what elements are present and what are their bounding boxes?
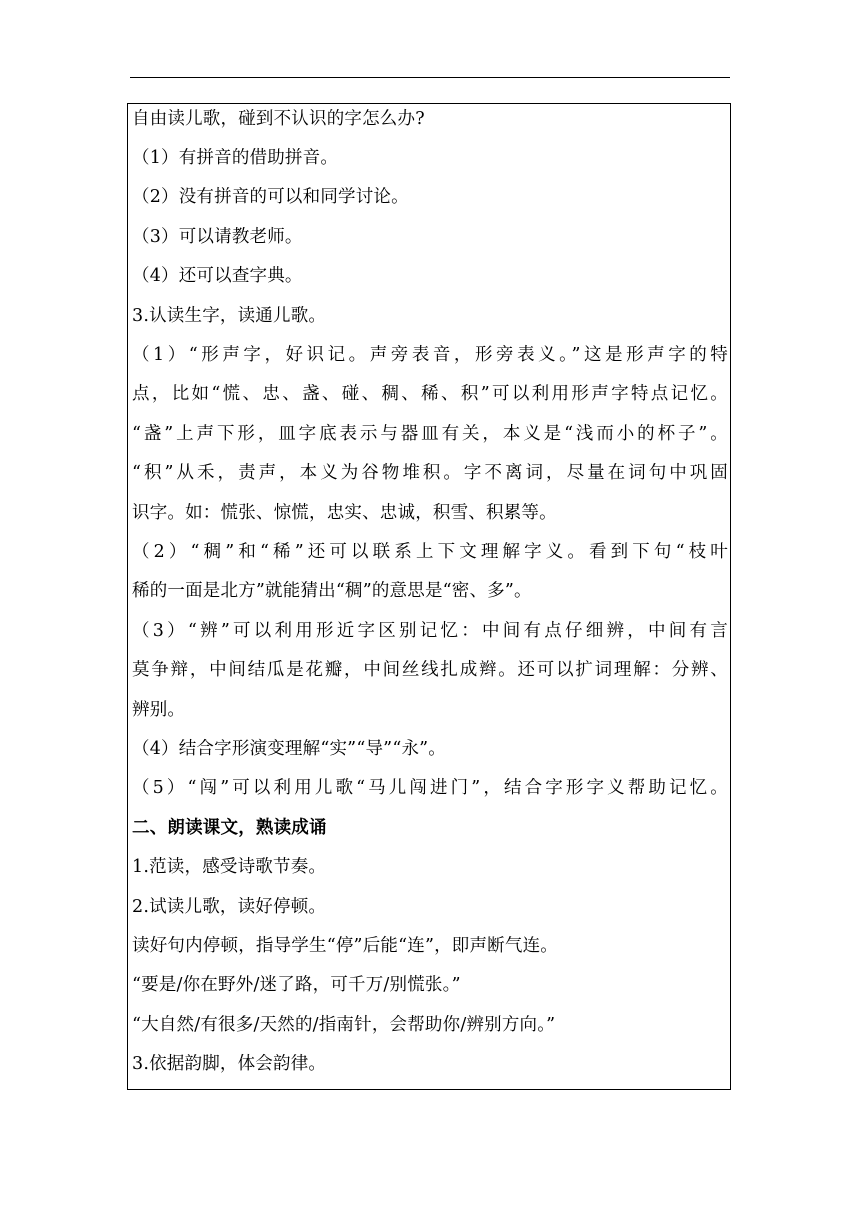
text-line-23: “要是/你在野外/迷了路，可千万/别慌张。” <box>132 975 461 995</box>
text-line-9: “盏”上声下形，皿字底表示与器皿有关，本义是“浅而小的杯子”。 <box>132 424 728 444</box>
section-heading: 二、朗读课文，熟读成诵 <box>132 818 327 838</box>
text-line-6: 3.认读生字，读通儿歌。 <box>132 306 327 326</box>
header-rule <box>130 77 730 78</box>
text-line-13: 稀的一面是北方”就能猜出“稠”的意思是“密、多”。 <box>132 581 532 601</box>
text-line-21: 2.试读儿歌，读好停顿。 <box>132 897 327 917</box>
text-line-11: 识字。如：慌张、惊慌，忠实、忠诚，积雪、积累等。 <box>132 503 557 523</box>
text-line-17: （4）结合字形演变理解“实”“导”“永”。 <box>132 739 447 759</box>
text-line-12: （2）“稠”和“稀”还可以联系上下文理解字义。看到下句“枝叶 <box>132 542 728 562</box>
text-line-2: （1）有拼音的借助拼音。 <box>132 148 339 168</box>
text-line-1: 自由读儿歌，碰到不认识的字怎么办? <box>132 109 425 129</box>
text-line-24: “大自然/有很多/天然的/指南针，会帮助你/辨别方向。” <box>132 1015 556 1035</box>
text-line-3: （2）没有拼音的可以和同学讨论。 <box>132 187 409 207</box>
text-line-8: 点，比如“慌、忠、盏、碰、稠、稀、积”可以利用形声字特点记忆。 <box>132 384 728 404</box>
text-line-5: （4）还可以查字典。 <box>132 266 303 286</box>
text-line-10: “积”从禾，责声，本义为谷物堆积。字不离词，尽量在词句中巩固 <box>132 463 728 483</box>
text-line-16: 辨别。 <box>132 700 186 720</box>
text-line-20: 1.范读，感受诗歌节奏。 <box>132 857 327 877</box>
text-line-25: 3.依据韵脚，体会韵律。 <box>132 1054 327 1074</box>
text-line-18: （5）“闯”可以利用儿歌“马儿闯进门”，结合字形字义帮助记忆。 <box>132 778 728 798</box>
text-line-14: （3）“辨”可以利用形近字区别记忆：中间有点仔细辨，中间有言 <box>132 621 728 641</box>
text-line-4: （3）可以请教老师。 <box>132 227 303 247</box>
text-line-7: （1）“形声字，好识记。声旁表音，形旁表义。”这是形声字的特 <box>132 345 728 365</box>
text-line-15: 莫争辩，中间结瓜是花瓣，中间丝线扎成辫。还可以扩词理解：分辨、 <box>132 660 728 680</box>
text-line-22: 读好句内停顿，指导学生“停”后能“连”，即声断气连。 <box>132 936 558 956</box>
